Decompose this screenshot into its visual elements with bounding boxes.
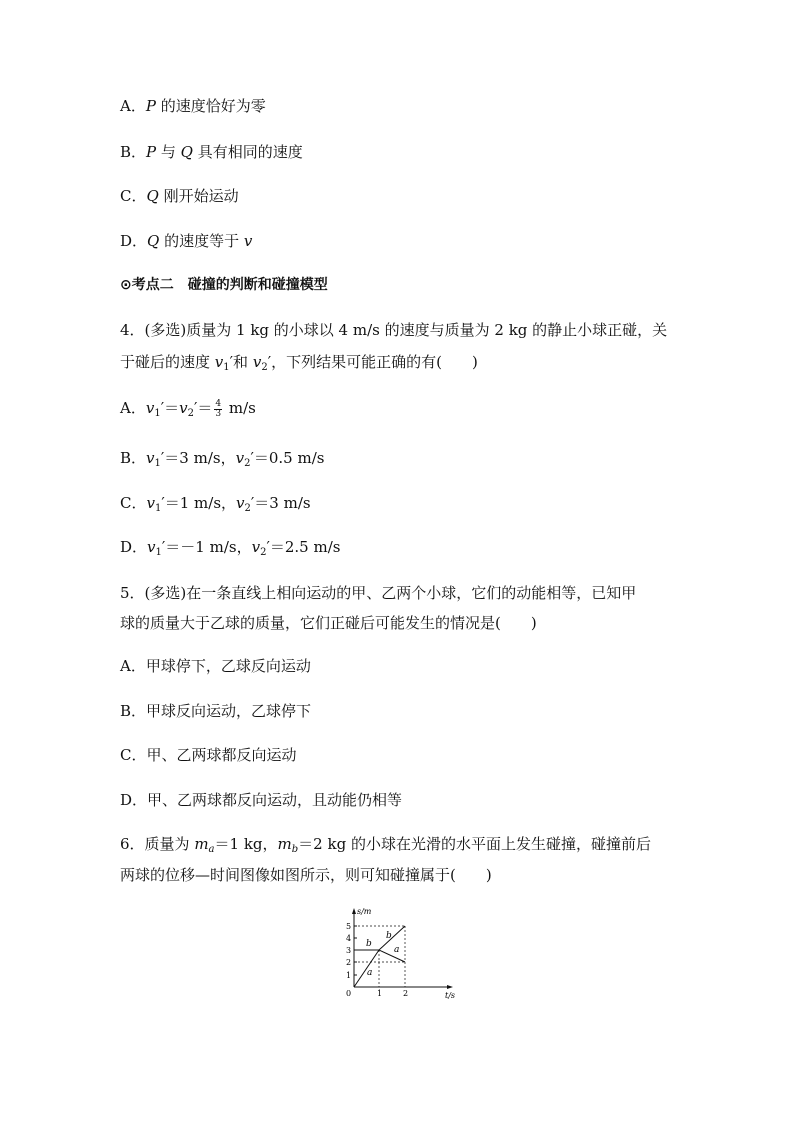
equals: ′＝ bbox=[160, 399, 180, 417]
series-a-label-2: a bbox=[394, 945, 400, 955]
var-v: v bbox=[252, 353, 262, 371]
option-label: D． bbox=[120, 538, 148, 556]
subscript: 1 bbox=[154, 408, 161, 419]
stem-text: 的小球在光滑的水平面上发生碰撞，碰撞前后 bbox=[346, 835, 651, 853]
subscript: 1 bbox=[154, 458, 161, 469]
series-a-line bbox=[354, 950, 405, 987]
subscript: 2 bbox=[244, 458, 251, 469]
q5-option-a: A．甲球停下，乙球反向运动 bbox=[120, 657, 311, 675]
stem-text: ′，下列结果可能正确的有( ) bbox=[267, 353, 478, 371]
unit: m/s bbox=[224, 399, 256, 417]
var-v: v bbox=[243, 232, 253, 250]
xtick-label-1: 1 bbox=[377, 989, 383, 998]
var-m: m bbox=[194, 835, 209, 853]
value: ′＝3 m/s bbox=[250, 494, 311, 512]
var-v: v bbox=[179, 399, 188, 417]
subscript: 2 bbox=[260, 547, 267, 558]
q4-option-b bbox=[120, 448, 324, 474]
var-m: m bbox=[277, 835, 292, 853]
ytick-label-3: 3 bbox=[346, 946, 352, 955]
q4-stem-line2 bbox=[120, 352, 478, 378]
series-b-label-2: b bbox=[386, 931, 392, 941]
q6-stem-line1 bbox=[120, 834, 651, 860]
option-label: A． bbox=[120, 97, 146, 115]
q3-option-d bbox=[120, 231, 252, 251]
value: ′＝0.5 m/s bbox=[250, 449, 325, 467]
ytick-label-2: 2 bbox=[346, 958, 352, 967]
subscript: 2 bbox=[187, 408, 194, 419]
var-v: v bbox=[146, 449, 155, 467]
option-text: 的速度等于 bbox=[159, 232, 244, 250]
y-axis-label: s/m bbox=[357, 907, 372, 916]
option-label: A． bbox=[120, 399, 146, 417]
subscript: 1 bbox=[155, 547, 162, 558]
fraction bbox=[214, 400, 222, 419]
ytick-label-1: 1 bbox=[346, 971, 352, 980]
option-text: 刚开始运动 bbox=[158, 187, 239, 205]
ytick-label-5: 5 bbox=[346, 922, 352, 931]
var-q: Q bbox=[180, 143, 193, 161]
q5-option-b: B．甲球反向运动，乙球停下 bbox=[120, 702, 312, 720]
var-v: v bbox=[236, 494, 245, 512]
q4-stem-line1: 4．(多选)质量为 1 kg 的小球以 4 m/s 的速度与质量为 2 kg 的静止小球正碰，关 bbox=[120, 321, 668, 339]
var-v: v bbox=[145, 399, 155, 417]
series-b-label-1: b bbox=[366, 939, 372, 949]
subscript: 1 bbox=[223, 362, 230, 373]
var-v: v bbox=[146, 494, 155, 512]
q4-option-d bbox=[120, 537, 340, 563]
value: ＝2 kg bbox=[298, 835, 347, 853]
option-label: B． bbox=[120, 449, 147, 467]
q4-option-a bbox=[120, 398, 256, 424]
q3-option-a bbox=[120, 96, 266, 116]
origin-label: 0 bbox=[346, 989, 352, 998]
q6-stem-line2: 两球的位移—时间图像如图所示，则可知碰撞属于( ) bbox=[120, 866, 492, 884]
option-label: D． bbox=[120, 232, 148, 250]
var-v: v bbox=[147, 538, 156, 556]
displacement-time-graph bbox=[330, 905, 470, 1000]
value: ′＝1 m/s， bbox=[161, 494, 237, 512]
q5-option-d: D．甲、乙两球都反向运动，且动能仍相等 bbox=[120, 791, 403, 809]
value: ＝1 kg， bbox=[214, 835, 278, 853]
option-text: 具有相同的速度 bbox=[192, 143, 303, 161]
q5-stem-line2: 球的质量大于乙球的质量，它们正碰后可能发生的情况是( ) bbox=[120, 614, 537, 632]
q5-option-c: C．甲、乙两球都反向运动 bbox=[120, 746, 297, 764]
var-v: v bbox=[251, 538, 261, 556]
denominator: 3 bbox=[215, 408, 222, 419]
option-label: C． bbox=[120, 187, 147, 205]
x-axis-arrow bbox=[447, 985, 453, 989]
value: ′＝3 m/s， bbox=[160, 449, 236, 467]
section-heading: ⊙考点二 碰撞的判断和碰撞模型 bbox=[120, 277, 328, 293]
x-axis-label: t/s bbox=[445, 991, 456, 1000]
var-q: Q bbox=[146, 187, 159, 205]
subscript: 2 bbox=[244, 503, 251, 514]
stem-text: ′和 bbox=[229, 353, 253, 371]
numerator: 4 bbox=[215, 398, 222, 409]
subscript: 1 bbox=[154, 503, 162, 514]
var-p: P bbox=[145, 97, 156, 115]
ytick-label-4: 4 bbox=[346, 934, 352, 943]
series-a-label-1: a bbox=[367, 968, 373, 978]
value: ′＝2.5 m/s bbox=[266, 538, 341, 556]
y-axis-arrow bbox=[352, 908, 356, 914]
q3-option-b bbox=[120, 142, 303, 162]
xtick-label-2: 2 bbox=[403, 989, 409, 998]
var-v: v bbox=[235, 449, 245, 467]
option-text: 与 bbox=[156, 143, 181, 161]
option-text: 的速度恰好为零 bbox=[155, 97, 266, 115]
option-label: B． bbox=[120, 143, 147, 161]
option-label: C． bbox=[120, 494, 147, 512]
q5-stem-line1: 5．(多选)在一条直线上相向运动的甲、乙两个小球，它们的动能相等，已知甲 bbox=[120, 584, 637, 602]
q4-option-c bbox=[120, 493, 311, 519]
stem-text: 6．质量为 bbox=[120, 835, 195, 853]
subscript: b bbox=[291, 844, 299, 855]
var-v: v bbox=[214, 353, 224, 371]
subscript: 2 bbox=[261, 362, 268, 373]
var-p: P bbox=[146, 143, 157, 161]
value: ′＝－1 m/s， bbox=[161, 538, 252, 556]
var-q: Q bbox=[147, 232, 160, 250]
q3-option-c bbox=[120, 186, 239, 206]
subscript: a bbox=[208, 844, 215, 855]
equals: ′＝ bbox=[193, 399, 213, 417]
stem-text: 于碰后的速度 bbox=[120, 353, 215, 371]
